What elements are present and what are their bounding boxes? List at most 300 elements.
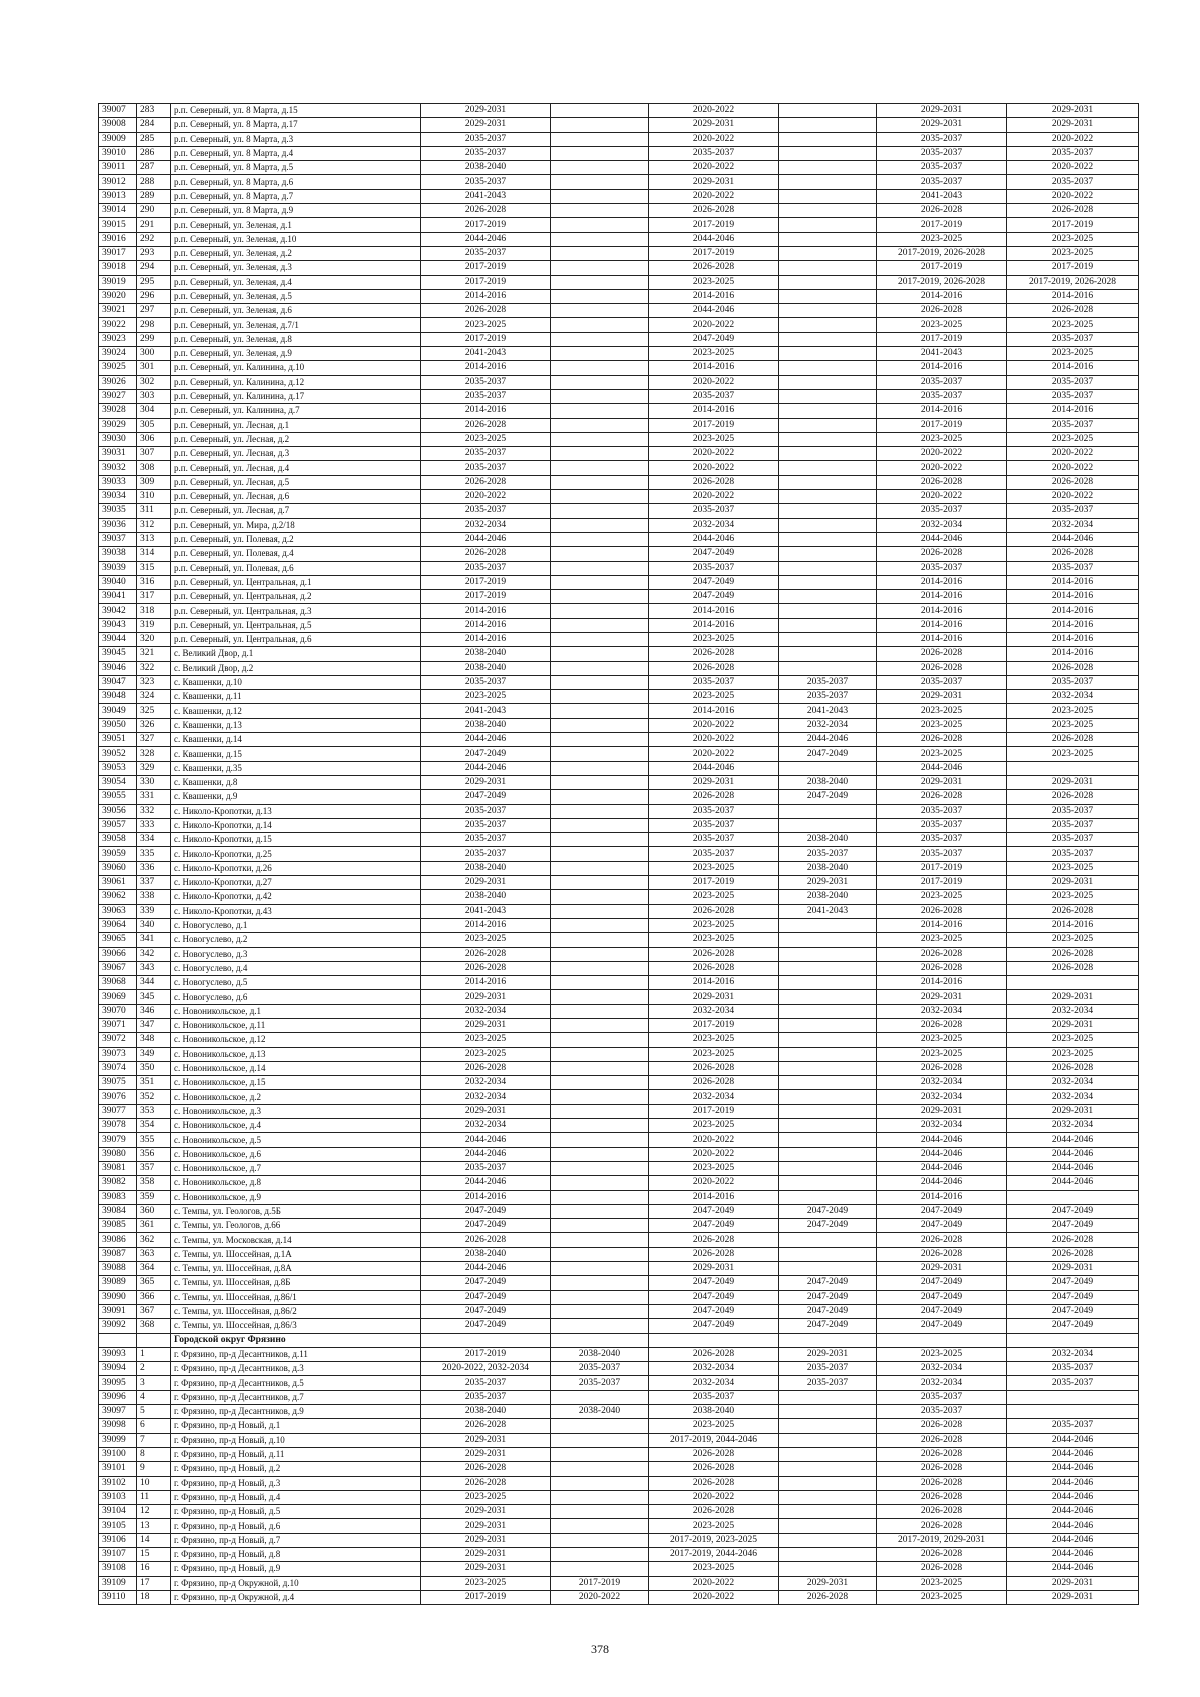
address-cell: с. Темпы, ул. Шоссейная, д.86/2	[171, 1304, 421, 1318]
row-number-cell: 316	[137, 575, 171, 589]
period-cell-5: 2014-2016	[877, 604, 1007, 618]
address-cell: с. Квашенки, д.11	[171, 690, 421, 704]
table-row	[99, 1562, 1139, 1576]
period-cell-4	[779, 189, 877, 203]
period-cell-5: 2026-2028	[877, 304, 1007, 318]
period-cell-2	[551, 161, 649, 175]
table-row	[99, 1104, 1139, 1118]
repair-schedule-table	[98, 103, 1139, 1605]
period-cell-6: 2035-2037	[1007, 847, 1139, 861]
period-cell-3: 2029-2031	[649, 118, 779, 132]
period-cell-5: 2026-2028	[877, 547, 1007, 561]
period-cell-2	[551, 404, 649, 418]
period-cell-2	[551, 733, 649, 747]
period-cell-6: 2032-2034	[1007, 1347, 1139, 1361]
row-number-cell: 322	[137, 661, 171, 675]
table-row	[99, 1304, 1139, 1318]
period-cell-3: 2032-2034	[649, 1004, 779, 1018]
period-cell-3: 2047-2049	[649, 1290, 779, 1304]
table-row	[99, 518, 1139, 532]
period-cell-6: 2035-2037	[1007, 1376, 1139, 1390]
period-cell-3: 2020-2022	[649, 1590, 779, 1604]
row-number-cell: 2	[137, 1362, 171, 1376]
period-cell-1: 2014-2016	[421, 604, 551, 618]
row-number-cell: 299	[137, 332, 171, 346]
period-cell-6: 2026-2028	[1007, 1233, 1139, 1247]
address-cell: г. Фрязино, пр-д Новый, д.10	[171, 1433, 421, 1447]
address-cell: р.п. Северный, ул. Центральная, д.2	[171, 590, 421, 604]
row-number-cell: 311	[137, 504, 171, 518]
period-cell-3: 2026-2028	[649, 204, 779, 218]
period-cell-4	[779, 1390, 877, 1404]
period-cell-2	[551, 1190, 649, 1204]
row-id-cell: 39109	[99, 1576, 137, 1590]
table-row	[99, 289, 1139, 303]
period-cell-2	[551, 847, 649, 861]
table-row	[99, 1247, 1139, 1261]
period-cell-1: 2020-2022	[421, 490, 551, 504]
address-cell: р.п. Северный, ул. Лесная, д.4	[171, 461, 421, 475]
address-cell: р.п. Северный, ул. Центральная, д.6	[171, 632, 421, 646]
address-cell: р.п. Северный, ул. Зеленая, д.6	[171, 304, 421, 318]
period-cell-4	[779, 1462, 877, 1476]
period-cell-3: 2023-2025	[649, 1119, 779, 1133]
period-cell-1: 2026-2028	[421, 1061, 551, 1075]
period-cell-4	[779, 175, 877, 189]
row-id-cell: 39008	[99, 118, 137, 132]
row-number-cell: 310	[137, 490, 171, 504]
row-id-cell: 39037	[99, 532, 137, 546]
address-cell: р.п. Северный, ул. Лесная, д.5	[171, 475, 421, 489]
row-number-cell: 295	[137, 275, 171, 289]
address-cell: с. Николо-Кропотки, д.25	[171, 847, 421, 861]
address-cell: с. Новоникольское, д.6	[171, 1147, 421, 1161]
row-id-cell: 39075	[99, 1076, 137, 1090]
period-cell-4	[779, 1247, 877, 1261]
row-number-cell: 337	[137, 876, 171, 890]
period-cell-5: 2023-2025	[877, 1347, 1007, 1361]
address-cell: с. Новогуслево, д.5	[171, 976, 421, 990]
period-cell-6	[1007, 976, 1139, 990]
period-cell-3: 2014-2016	[649, 704, 779, 718]
period-cell-2	[551, 632, 649, 646]
period-cell-5: 2017-2019	[877, 418, 1007, 432]
period-cell-2	[551, 1290, 649, 1304]
period-cell-6: 2014-2016	[1007, 618, 1139, 632]
period-cell-5: 2023-2025	[877, 318, 1007, 332]
period-cell-2	[551, 1061, 649, 1075]
period-cell-3: 2020-2022	[649, 318, 779, 332]
row-number-cell: 365	[137, 1276, 171, 1290]
table-row	[99, 461, 1139, 475]
row-number-cell: 17	[137, 1576, 171, 1590]
period-cell-4	[779, 204, 877, 218]
period-cell-2	[551, 1519, 649, 1533]
address-cell: с. Великий Двор, д.2	[171, 661, 421, 675]
row-number-cell: 368	[137, 1319, 171, 1333]
table-row	[99, 232, 1139, 246]
row-id-cell: 39079	[99, 1133, 137, 1147]
period-cell-1: 2035-2037	[421, 375, 551, 389]
period-cell-2	[551, 690, 649, 704]
address-cell: с. Квашенки, д.10	[171, 675, 421, 689]
address-cell: с. Николо-Кропотки, д.26	[171, 861, 421, 875]
period-cell-2	[551, 418, 649, 432]
period-cell-3: 2020-2022	[649, 1147, 779, 1161]
row-number-cell: 358	[137, 1176, 171, 1190]
period-cell-4	[779, 604, 877, 618]
row-number-cell: 11	[137, 1490, 171, 1504]
period-cell-4	[779, 761, 877, 775]
period-cell-2	[551, 175, 649, 189]
period-cell-3: 2047-2049	[649, 1219, 779, 1233]
period-cell-6: 2047-2049	[1007, 1290, 1139, 1304]
address-cell: г. Фрязино, пр-д Десантников, д.5	[171, 1376, 421, 1390]
period-cell-1: 2035-2037	[421, 175, 551, 189]
period-cell-3: 2017-2019	[649, 418, 779, 432]
period-cell-1: 2029-2031	[421, 1104, 551, 1118]
row-id-cell: 39033	[99, 475, 137, 489]
row-id-cell: 39099	[99, 1433, 137, 1447]
period-cell-1: 2035-2037	[421, 847, 551, 861]
row-id-cell: 39107	[99, 1547, 137, 1561]
address-cell: р.п. Северный, ул. Зеленая, д.7/1	[171, 318, 421, 332]
period-cell-5: 2014-2016	[877, 361, 1007, 375]
period-cell-3: 2029-2031	[649, 1262, 779, 1276]
address-cell: р.п. Северный, ул. 8 Марта, д.15	[171, 104, 421, 118]
address-cell: с. Новогуслево, д.3	[171, 947, 421, 961]
period-cell-3: 2029-2031	[649, 775, 779, 789]
period-cell-5: 2029-2031	[877, 1262, 1007, 1276]
address-cell: с. Новоникольское, д.14	[171, 1061, 421, 1075]
period-cell-6: 2044-2046	[1007, 1490, 1139, 1504]
period-cell-5: 2017-2019	[877, 861, 1007, 875]
address-cell: с. Николо-Кропотки, д.13	[171, 804, 421, 818]
period-cell-5: 2047-2049	[877, 1304, 1007, 1318]
row-id-cell: 39021	[99, 304, 137, 318]
row-number-cell: 327	[137, 733, 171, 747]
period-cell-5: 2014-2016	[877, 632, 1007, 646]
period-cell-1: 2044-2046	[421, 761, 551, 775]
table-row	[99, 118, 1139, 132]
row-number-cell: 320	[137, 632, 171, 646]
period-cell-6: 2029-2031	[1007, 990, 1139, 1004]
period-cell-4	[779, 1233, 877, 1247]
period-cell-2	[551, 818, 649, 832]
table-row	[99, 361, 1139, 375]
period-cell-3: 2026-2028	[649, 1233, 779, 1247]
period-cell-5: 2035-2037	[877, 675, 1007, 689]
period-cell-6: 2023-2025	[1007, 704, 1139, 718]
address-cell: с. Новогуслево, д.2	[171, 933, 421, 947]
period-cell-5: 2035-2037	[877, 804, 1007, 818]
table-row	[99, 146, 1139, 160]
period-cell-1: 2023-2025	[421, 1033, 551, 1047]
address-cell: р.п. Северный, ул. 8 Марта, д.17	[171, 118, 421, 132]
period-cell-1: 2017-2019	[421, 275, 551, 289]
period-cell-6: 2047-2049	[1007, 1304, 1139, 1318]
period-cell-2	[551, 246, 649, 260]
period-cell-3: 2017-2019, 2044-2046	[649, 1433, 779, 1447]
period-cell-3: 2020-2022	[649, 161, 779, 175]
period-cell-3: 2026-2028	[649, 661, 779, 675]
address-cell: р.п. Северный, ул. Лесная, д.1	[171, 418, 421, 432]
row-id-cell: 39097	[99, 1405, 137, 1419]
address-cell: с. Новогуслево, д.1	[171, 918, 421, 932]
period-cell-6: 2014-2016	[1007, 404, 1139, 418]
table-row	[99, 332, 1139, 346]
address-cell: р.п. Северный, ул. 8 Марта, д.5	[171, 161, 421, 175]
row-number-cell: 360	[137, 1204, 171, 1218]
period-cell-3: 2023-2025	[649, 632, 779, 646]
period-cell-3: 2014-2016	[649, 1190, 779, 1204]
table-row	[99, 132, 1139, 146]
row-number-cell: 331	[137, 790, 171, 804]
period-cell-5: 2017-2019, 2026-2028	[877, 275, 1007, 289]
period-cell-6: 2035-2037	[1007, 418, 1139, 432]
row-id-cell: 39028	[99, 404, 137, 418]
table-row	[99, 604, 1139, 618]
address-cell: г. Фрязино, пр-д Новый, д.6	[171, 1519, 421, 1533]
period-cell-3: 2017-2019	[649, 876, 779, 890]
period-cell-5: 2026-2028	[877, 1419, 1007, 1433]
period-cell-3: 2032-2034	[649, 1362, 779, 1376]
period-cell-4	[779, 304, 877, 318]
period-cell-4: 2032-2034	[779, 718, 877, 732]
period-cell-2	[551, 1562, 649, 1576]
period-cell-6: 2014-2016	[1007, 590, 1139, 604]
row-number-cell: 5	[137, 1405, 171, 1419]
period-cell-1: 2035-2037	[421, 389, 551, 403]
address-cell: с. Квашенки, д.13	[171, 718, 421, 732]
period-cell-3: 2026-2028	[649, 1247, 779, 1261]
address-cell: с. Новоникольское, д.1	[171, 1004, 421, 1018]
period-cell-2	[551, 1533, 649, 1547]
period-cell-5: 2026-2028	[877, 733, 1007, 747]
table-row	[99, 1276, 1139, 1290]
address-cell: с. Новоникольское, д.4	[171, 1119, 421, 1133]
period-cell-5: 2026-2028	[877, 1247, 1007, 1261]
row-id-cell: 39103	[99, 1490, 137, 1504]
period-cell-5: 2041-2043	[877, 347, 1007, 361]
period-cell-5: 2035-2037	[877, 561, 1007, 575]
row-number-cell: 350	[137, 1061, 171, 1075]
period-cell-1: 2029-2031	[421, 1547, 551, 1561]
period-cell-4: 2047-2049	[779, 1204, 877, 1218]
table-row	[99, 1447, 1139, 1461]
row-id-cell: 39015	[99, 218, 137, 232]
period-cell-1: 2017-2019	[421, 218, 551, 232]
period-cell-1: 2041-2043	[421, 704, 551, 718]
row-number-cell: 345	[137, 990, 171, 1004]
row-number-cell: 333	[137, 818, 171, 832]
period-cell-2	[551, 1247, 649, 1261]
row-id-cell: 39012	[99, 175, 137, 189]
row-id-cell: 39094	[99, 1362, 137, 1376]
row-id-cell: 39038	[99, 547, 137, 561]
table-row	[99, 404, 1139, 418]
period-cell-3: 2026-2028	[649, 1476, 779, 1490]
period-cell-4: 2041-2043	[779, 904, 877, 918]
address-cell: с. Новоникольское, д.13	[171, 1047, 421, 1061]
period-cell-2	[551, 661, 649, 675]
period-cell-4	[779, 1033, 877, 1047]
table-row	[99, 618, 1139, 632]
period-cell-1: 2035-2037	[421, 1376, 551, 1390]
period-cell-3: 2035-2037	[649, 561, 779, 575]
row-id-cell: 39007	[99, 104, 137, 118]
period-cell-5: 2020-2022	[877, 490, 1007, 504]
period-cell-4	[779, 632, 877, 646]
period-cell-3: 2032-2034	[649, 1090, 779, 1104]
period-cell-6: 2026-2028	[1007, 961, 1139, 975]
period-cell-4: 2038-2040	[779, 861, 877, 875]
period-cell-2	[551, 1433, 649, 1447]
period-cell-6: 2035-2037	[1007, 146, 1139, 160]
period-cell-5: 2035-2037	[877, 161, 1007, 175]
period-cell-1: 2035-2037	[421, 461, 551, 475]
table-row	[99, 747, 1139, 761]
period-cell-1: 2029-2031	[421, 1505, 551, 1519]
period-cell-1: 2044-2046	[421, 1176, 551, 1190]
table-row	[99, 189, 1139, 203]
period-cell-3: 2014-2016	[649, 618, 779, 632]
row-id-cell: 39065	[99, 933, 137, 947]
table-row	[99, 1033, 1139, 1047]
period-cell-1: 2014-2016	[421, 361, 551, 375]
row-number-cell: 3	[137, 1376, 171, 1390]
row-number-cell: 296	[137, 289, 171, 303]
row-number-cell: 301	[137, 361, 171, 375]
row-number-cell: 347	[137, 1019, 171, 1033]
period-cell-6: 2023-2025	[1007, 318, 1139, 332]
table-row	[99, 675, 1139, 689]
period-cell-4	[779, 918, 877, 932]
row-number-cell: 300	[137, 347, 171, 361]
period-cell-5: 2023-2025	[877, 232, 1007, 246]
period-cell-1: 2026-2028	[421, 418, 551, 432]
period-cell-5: 2026-2028	[877, 904, 1007, 918]
table-row	[99, 1176, 1139, 1190]
period-cell-1: 2017-2019	[421, 1590, 551, 1604]
period-cell-2	[551, 561, 649, 575]
period-cell-2	[551, 361, 649, 375]
period-cell-6: 2029-2031	[1007, 104, 1139, 118]
period-cell-1: 2038-2040	[421, 661, 551, 675]
row-id-cell: 39025	[99, 361, 137, 375]
period-cell-6: 2029-2031	[1007, 1590, 1139, 1604]
period-cell-6: 2026-2028	[1007, 1061, 1139, 1075]
row-number-cell: 367	[137, 1304, 171, 1318]
table-row	[99, 347, 1139, 361]
table-row	[99, 1490, 1139, 1504]
period-cell-6: 2032-2034	[1007, 518, 1139, 532]
period-cell-1: 2038-2040	[421, 890, 551, 904]
period-cell-5: 2026-2028	[877, 1562, 1007, 1576]
period-cell-2: 2038-2040	[551, 1347, 649, 1361]
row-number-cell: 328	[137, 747, 171, 761]
row-number-cell: 330	[137, 775, 171, 789]
period-cell-1: 2029-2031	[421, 1562, 551, 1576]
row-number-cell: 343	[137, 961, 171, 975]
period-cell-2	[551, 461, 649, 475]
period-cell-3: 2017-2019, 2044-2046	[649, 1547, 779, 1561]
period-cell-3: 2047-2049	[649, 1276, 779, 1290]
table-row	[99, 918, 1139, 932]
period-cell-6: 2014-2016	[1007, 632, 1139, 646]
row-id-cell: 39011	[99, 161, 137, 175]
period-cell-2	[551, 590, 649, 604]
period-cell-4	[779, 1490, 877, 1504]
period-cell-6: 2044-2046	[1007, 1562, 1139, 1576]
row-id-cell: 39083	[99, 1190, 137, 1204]
table-row	[99, 475, 1139, 489]
row-id-cell: 39040	[99, 575, 137, 589]
row-number-cell: 303	[137, 389, 171, 403]
period-cell-2	[551, 1462, 649, 1476]
row-number-cell: 16	[137, 1562, 171, 1576]
period-cell-4	[779, 1176, 877, 1190]
period-cell-2	[551, 1047, 649, 1061]
period-cell-5: 2047-2049	[877, 1219, 1007, 1233]
period-cell-6: 2029-2031	[1007, 118, 1139, 132]
row-id-cell: 39031	[99, 447, 137, 461]
table-row	[99, 175, 1139, 189]
row-number-cell: 290	[137, 204, 171, 218]
address-cell: г. Фрязино, пр-д Десантников, д.11	[171, 1347, 421, 1361]
period-cell-2	[551, 432, 649, 446]
address-cell: р.п. Северный, ул. Калинина, д.12	[171, 375, 421, 389]
row-id-cell: 39045	[99, 647, 137, 661]
period-cell-5: 2035-2037	[877, 146, 1007, 160]
period-cell-6: 2023-2025	[1007, 933, 1139, 947]
period-cell-5: 2014-2016	[877, 575, 1007, 589]
period-cell-3: 2020-2022	[649, 189, 779, 203]
table-row	[99, 1362, 1139, 1376]
period-cell-4: 2035-2037	[779, 1362, 877, 1376]
period-cell-4	[779, 1262, 877, 1276]
table-row	[99, 647, 1139, 661]
period-cell-6: 2035-2037	[1007, 804, 1139, 818]
table-row	[99, 418, 1139, 432]
row-id-cell: 39071	[99, 1019, 137, 1033]
period-cell-4	[779, 132, 877, 146]
period-cell-3: 2017-2019	[649, 218, 779, 232]
period-cell-6: 2047-2049	[1007, 1276, 1139, 1290]
period-cell-4	[779, 1133, 877, 1147]
period-cell-1: 2014-2016	[421, 404, 551, 418]
address-cell: г. Фрязино, пр-д Новый, д.8	[171, 1547, 421, 1561]
period-cell-5: 2044-2046	[877, 1161, 1007, 1175]
period-cell-5: 2035-2037	[877, 1390, 1007, 1404]
period-cell-1: 2017-2019	[421, 590, 551, 604]
period-cell-4: 2035-2037	[779, 690, 877, 704]
period-cell-4	[779, 118, 877, 132]
address-cell: р.п. Северный, ул. Центральная, д.1	[171, 575, 421, 589]
period-cell-5: 2041-2043	[877, 189, 1007, 203]
table-row	[99, 704, 1139, 718]
period-cell-5: 2047-2049	[877, 1276, 1007, 1290]
period-cell-1: 2014-2016	[421, 632, 551, 646]
period-cell-6: 2032-2034	[1007, 1076, 1139, 1090]
period-cell-4: 2029-2031	[779, 1347, 877, 1361]
period-cell-1: 2038-2040	[421, 861, 551, 875]
address-cell: г. Фрязино, пр-д Окружной, д.10	[171, 1576, 421, 1590]
table-row	[99, 1119, 1139, 1133]
row-id-cell: 39056	[99, 804, 137, 818]
period-cell-6: 2014-2016	[1007, 647, 1139, 661]
row-id-cell: 39023	[99, 332, 137, 346]
